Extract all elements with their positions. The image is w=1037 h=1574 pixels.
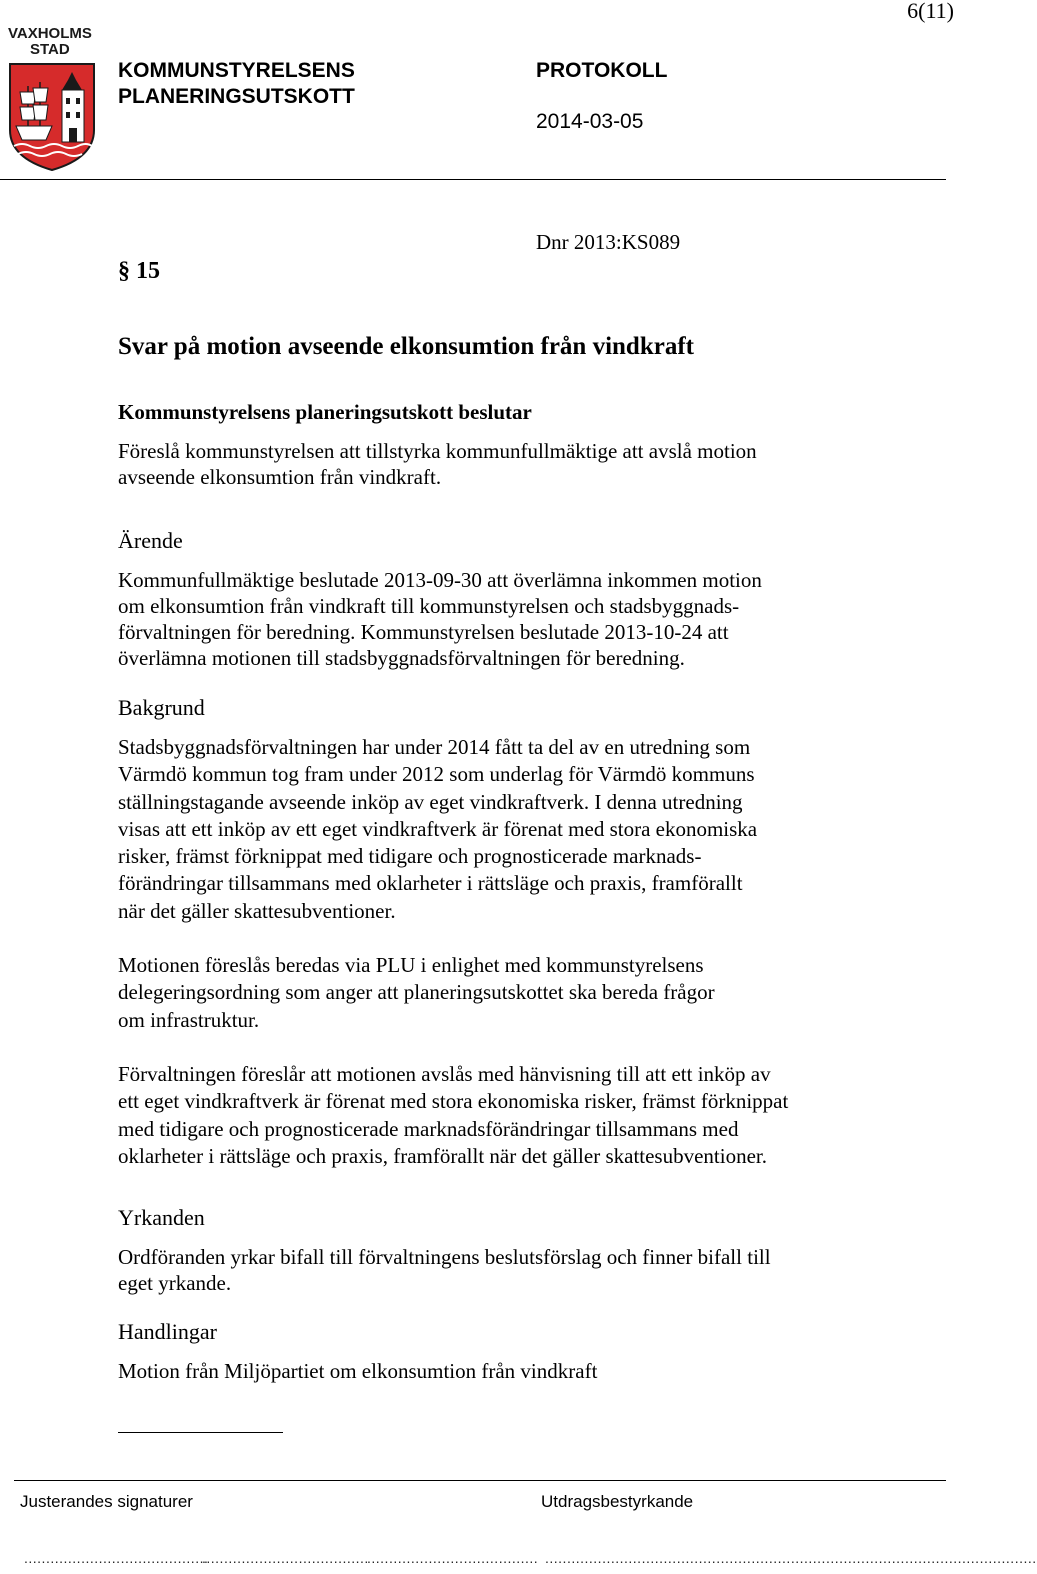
bakgrund-line: ställningstagande avseende inköp av eget vindkraftverk. I denna utredning <box>118 789 743 814</box>
arende-heading: Ärende <box>118 528 183 553</box>
decision-text <box>118 438 757 490</box>
signature-field-3[interactable]: ....................................... <box>367 1550 539 1566</box>
footer-extract-label: Utdragsbestyrkande <box>541 1492 694 1511</box>
committee-name-line1: KOMMUNSTYRELSENS <box>118 59 355 82</box>
paragraph-number: § 15 <box>118 258 160 284</box>
decision-line: avseende elkonsumtion från vindkraft. <box>118 465 442 489</box>
arende-text <box>118 567 762 671</box>
bakgrund-line: förändringar tillsammans med oklarheter i rättsläge och praxis, framförallt <box>118 871 743 896</box>
signature-field-2[interactable]: ...................................... <box>202 1550 369 1566</box>
bakgrund-paragraph-2 <box>118 952 715 1034</box>
signature-field-1[interactable]: .......................................... <box>24 1550 209 1566</box>
committee-name-line2: PLANERINGSUTSKOTT <box>118 85 355 108</box>
footer-signatures-label: Justerandes signaturer <box>20 1492 193 1511</box>
footer-divider <box>14 1480 946 1481</box>
end-of-section-line <box>118 1432 283 1433</box>
bakgrund-heading: Bakgrund <box>118 695 205 720</box>
bakgrund-line: Värmdö kommun tog fram under 2012 som underlag för Värmdö kommuns <box>118 762 755 787</box>
handlingar-line: Motion från Miljöpartiet om elkonsumtion från vindkraft <box>118 1359 598 1383</box>
bakgrund-paragraph-3 <box>118 1061 788 1170</box>
logo-text-line2: STAD <box>30 41 70 58</box>
extract-certification-field[interactable]: ................................................................................................................ <box>545 1550 1037 1566</box>
bakgrund-line: ett eget vindkraftverk är förenat med stora ekonomiska risker, främst förknippat <box>118 1089 789 1114</box>
yrkanden-line: Ordföranden yrkar bifall till förvaltningens beslutsförslag och finner bifall till <box>118 1245 771 1269</box>
meeting-date: 2014-03-05 <box>536 110 644 133</box>
bakgrund-line: Förvaltningen föreslår att motionen avslås med hänvisning till att ett inköp av <box>118 1062 771 1086</box>
logo-text-line1: VAXHOLMS <box>8 25 92 42</box>
bakgrund-line: oklarheter i rättsläge och praxis, framförallt när det gäller skattesubventioner. <box>118 1143 768 1168</box>
header-divider <box>0 179 946 180</box>
yrkanden-heading: Yrkanden <box>118 1205 205 1230</box>
bakgrund-line: visas att ett inköp av ett eget vindkraftverk är förenat med stora ekonomiska <box>118 816 758 841</box>
coat-of-arms-icon <box>6 60 98 172</box>
arende-line: om elkonsumtion från vindkraft till kommunstyrelsen och stadsbyggnads- <box>118 594 740 618</box>
arende-line: Kommunfullmäktige beslutade 2013-09-30 att överlämna inkommen motion <box>118 568 762 592</box>
bakgrund-line: delegeringsordning som anger att planeringsutskottet ska bereda frågor <box>118 980 715 1005</box>
yrkanden-text <box>118 1244 771 1296</box>
bakgrund-line: risker, främst förknippat med tidigare och prognosticerade marknads- <box>118 844 702 869</box>
document-title: Svar på motion avseende elkonsumtion från vindkraft <box>118 333 694 360</box>
decision-heading: Kommunstyrelsens planeringsutskott beslutar <box>118 400 532 424</box>
bakgrund-line: Stadsbyggnadsförvaltningen har under 2014 fått ta del av en utredning som <box>118 735 751 759</box>
bakgrund-paragraph-1 <box>118 734 757 925</box>
bakgrund-line: Motionen föreslås beredas via PLU i enlighet med kommunstyrelsens <box>118 953 704 977</box>
bakgrund-line: med tidigare och prognosticerade marknadsförändringar tillsammans med <box>118 1116 739 1141</box>
decision-line: Föreslå kommunstyrelsen att tillstyrka kommunfullmäktige att avslå motion <box>118 439 757 463</box>
arende-line: förvaltningen för beredning. Kommunstyrelsen beslutade 2013-10-24 att <box>118 620 729 644</box>
yrkanden-line: eget yrkande. <box>118 1271 232 1295</box>
bakgrund-line: om infrastruktur. <box>118 1007 260 1032</box>
city-logo <box>4 26 100 172</box>
diary-number: Dnr 2013:KS089 <box>536 230 681 254</box>
handlingar-heading: Handlingar <box>118 1319 217 1344</box>
arende-line: överlämna motionen till stadsbyggnadsförvaltningen för beredning. <box>118 646 685 670</box>
bakgrund-line: när det gäller skattesubventioner. <box>118 898 396 923</box>
page-number: 6(11) <box>907 0 954 23</box>
document-type: PROTOKOLL <box>536 59 668 82</box>
handlingar-text <box>118 1358 597 1384</box>
